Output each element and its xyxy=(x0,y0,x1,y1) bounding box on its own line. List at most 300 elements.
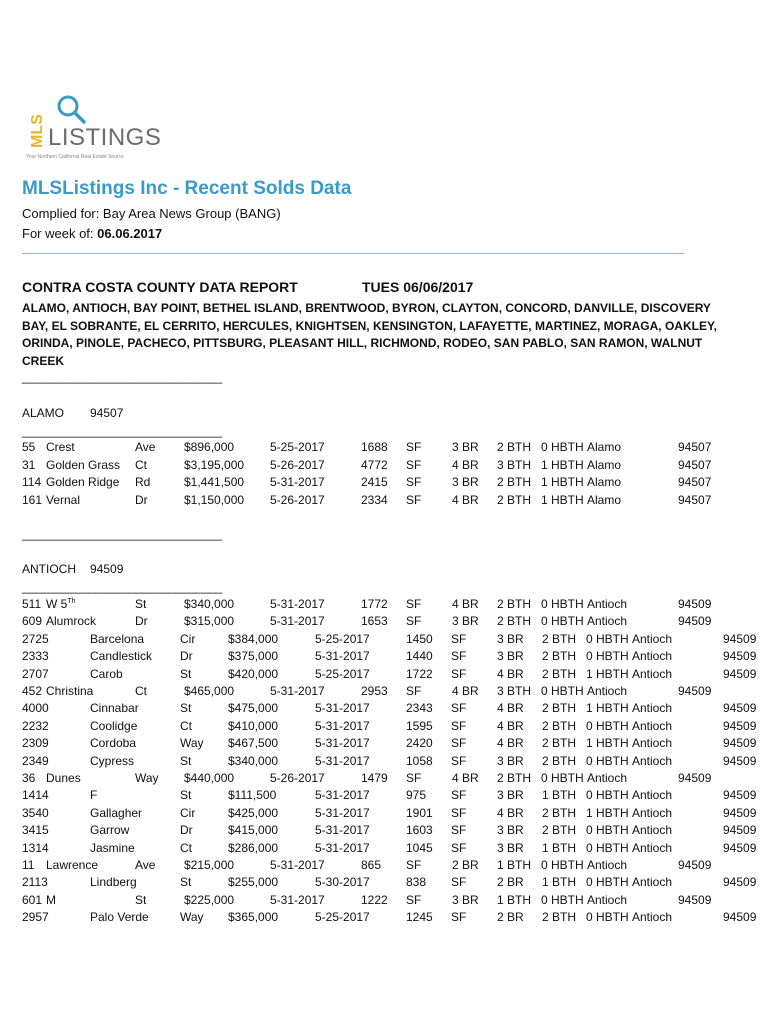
listing-date: 5-31-2017 xyxy=(270,475,325,490)
listing-kind: SF xyxy=(451,666,467,681)
listing-hbth: 0 HBTH xyxy=(541,858,584,872)
listing-city: Antioch xyxy=(632,666,673,681)
listing-date: 5-31-2017 xyxy=(315,840,370,855)
listing-num: 2707 xyxy=(22,666,49,681)
mlslistings-logo xyxy=(22,92,162,164)
listing-bth: 1 BTH xyxy=(542,875,577,890)
listing-type: St xyxy=(135,892,147,907)
section-heading xyxy=(22,562,124,576)
listing-bth: 2 BTH xyxy=(497,614,532,629)
listing-city: Antioch xyxy=(587,858,628,872)
listing-sqft: 4772 xyxy=(361,457,388,472)
listing-bth: 2 BTH xyxy=(542,736,577,751)
listing-num: 55 xyxy=(22,440,36,454)
listing-city: Antioch xyxy=(632,788,673,803)
week-label: For week of: xyxy=(22,226,98,241)
page-title: MLSListings Inc - Recent Solds Data xyxy=(22,178,352,199)
listing-br: 4 BR xyxy=(497,701,524,716)
report-date: TUES 06/06/2017 xyxy=(362,279,474,295)
listing-street: Candlestick xyxy=(90,649,153,664)
listing-type: Ct xyxy=(180,840,192,855)
listing-br: 2 BR xyxy=(497,875,524,890)
listing-num: 2309 xyxy=(22,736,49,751)
listing-sqft: 2334 xyxy=(361,493,388,508)
listing-zip: 94509 xyxy=(723,736,757,751)
listing-price: $467,500 xyxy=(228,736,279,751)
listing-kind: SF xyxy=(451,701,467,716)
listing-date: 5-25-2017 xyxy=(315,910,370,925)
listing-num: 31 xyxy=(22,457,36,472)
listing-br: 4 BR xyxy=(497,805,524,820)
listing-street: Alumrock xyxy=(46,614,97,629)
listing-sqft: 2953 xyxy=(361,684,388,698)
listing-sqft: 2343 xyxy=(406,701,433,716)
listing-num: 609 xyxy=(22,614,43,629)
listing-kind: SF xyxy=(451,805,467,820)
listing-bth: 2 BTH xyxy=(497,475,532,490)
listing-num: 114 xyxy=(22,475,42,490)
listing-date: 5-31-2017 xyxy=(315,805,370,820)
listing-bth: 2 BTH xyxy=(542,701,577,716)
listing-bth: 2 BTH xyxy=(542,666,577,681)
listing-kind: SF xyxy=(406,771,422,785)
listing-br: 2 BR xyxy=(497,910,524,925)
svg-text:MLS: MLS xyxy=(29,114,46,148)
listing-type: Cir xyxy=(180,631,196,646)
listing-street: Lindberg xyxy=(90,875,137,890)
listing-type: Dr xyxy=(180,649,193,664)
listing-sqft: 1603 xyxy=(406,823,433,838)
listing-sqft: 1440 xyxy=(406,649,433,664)
listing-date: 5-26-2017 xyxy=(270,457,325,472)
listing-kind: SF xyxy=(406,493,422,508)
listing-kind: SF xyxy=(406,892,422,907)
listing-zip: 94507 xyxy=(678,440,712,454)
listing-num: 452 xyxy=(22,684,43,698)
listing-sqft: 2420 xyxy=(406,736,433,751)
report-title: CONTRA COSTA COUNTY DATA REPORT xyxy=(22,279,298,295)
listing-city: Antioch xyxy=(632,875,673,890)
listing-zip: 94509 xyxy=(723,805,757,820)
listing-sqft: 1245 xyxy=(406,910,433,925)
listing-kind: SF xyxy=(451,823,467,838)
listing-hbth: 1 HBTH xyxy=(586,666,629,681)
listing-price: $286,000 xyxy=(228,840,279,855)
listing-date: 5-31-2017 xyxy=(315,701,370,716)
listing-hbth: 0 HBTH xyxy=(586,840,629,855)
listing-street: Palo Verde xyxy=(90,910,149,925)
listing-price: $225,000 xyxy=(184,892,235,907)
listing-price: $384,000 xyxy=(228,631,279,646)
listing-city: Alamo xyxy=(587,475,622,490)
listing-street: Golden Ridge xyxy=(46,475,120,490)
listing-price: $375,000 xyxy=(228,649,279,664)
listing-street: Dunes xyxy=(46,771,81,785)
listing-bth: 2 BTH xyxy=(542,718,577,733)
listing-date: 5-31-2017 xyxy=(270,858,325,872)
listing-price: $415,000 xyxy=(228,823,279,838)
listing-city: Antioch xyxy=(632,736,673,751)
listing-zip: 94509 xyxy=(723,631,757,646)
section-city: ALAMO xyxy=(22,406,65,420)
listing-sqft: 1653 xyxy=(361,614,388,629)
listing-sqft: 865 xyxy=(361,858,382,872)
listing-br: 4 BR xyxy=(497,718,524,733)
listing-bth: 2 BTH xyxy=(497,440,532,454)
listing-price: $255,000 xyxy=(228,875,279,890)
listing-zip: 94507 xyxy=(678,457,712,472)
listing-hbth: 0 HBTH xyxy=(586,823,629,838)
listing-street: Gallagher xyxy=(90,805,143,820)
listing-date: 5-25-2017 xyxy=(315,666,370,681)
listing-city: Antioch xyxy=(632,701,673,716)
listing-zip: 94509 xyxy=(723,823,757,838)
listing-kind: SF xyxy=(451,736,467,751)
listing-date: 5-31-2017 xyxy=(270,684,325,698)
listing-num: 2957 xyxy=(22,910,49,925)
listing-kind: SF xyxy=(451,840,467,855)
listing-price: $111,500 xyxy=(228,788,277,803)
listing-price: $425,000 xyxy=(228,805,279,820)
listing-price: $315,000 xyxy=(184,614,235,629)
listing-bth: 2 BTH xyxy=(497,597,532,611)
listing-num: 511 xyxy=(22,597,42,611)
section-heading xyxy=(22,406,124,420)
listing-street: Coolidge xyxy=(90,718,138,733)
listing-zip: 94509 xyxy=(723,666,757,681)
listing-type: Dr xyxy=(135,493,148,508)
listing-date: 5-31-2017 xyxy=(270,597,325,611)
listing-zip: 94509 xyxy=(678,614,712,629)
listing-kind: SF xyxy=(451,649,467,664)
listing-kind: SF xyxy=(451,631,467,646)
listing-type: St xyxy=(180,701,192,716)
listing-city: Antioch xyxy=(632,718,673,733)
city-list: ALAMO, ANTIOCH, BAY POINT, BETHEL ISLAND, BRENTWOOD, BYRON, CLAYTON, CONCORD, DANVILLE, DISCOVERY BAY, EL SOBRANTE, EL CERRITO, HERCULES, KNIGHTSEN, KENSINGTON, LAFAYETTE, MARTINEZ, MORAGA, OAKLEY, ORINDA, PINOLE, PACHECO, PITTSBURG, PLEASANT HILL, RICHMOND, RODEO, SAN PABLO, SAN RAMON, WALNUT CREEK xyxy=(22,301,717,368)
listing-type: Way xyxy=(180,910,204,925)
listing-street: Golden Grass xyxy=(46,457,121,472)
listing-hbth: 1 HBTH xyxy=(586,701,629,716)
listing-hbth: 0 HBTH xyxy=(586,718,629,733)
listing-type: St xyxy=(180,753,192,768)
listing-date: 5-31-2017 xyxy=(315,736,370,751)
listing-hbth: 0 HBTH xyxy=(541,892,584,907)
listing-price: $475,000 xyxy=(228,701,279,716)
listing-bth: 2 BTH xyxy=(542,631,577,646)
listing-street: Jasmine xyxy=(90,840,135,855)
section-rule: ______________________________ xyxy=(22,580,223,594)
listing-kind: SF xyxy=(451,718,467,733)
listing-zip: 94509 xyxy=(678,597,712,611)
listing-kind: SF xyxy=(406,457,422,472)
listing-price: $440,000 xyxy=(184,771,235,785)
listing-sqft: 1450 xyxy=(406,631,433,646)
listing-price: $3,195,000 xyxy=(184,457,245,472)
listing-date: 5-26-2017 xyxy=(270,771,325,785)
listing-hbth: 0 HBTH xyxy=(586,649,629,664)
listing-hbth: 0 HBTH xyxy=(586,910,629,925)
listing-hbth: 0 HBTH xyxy=(586,788,629,803)
listing-street: Vernal xyxy=(46,493,81,508)
listing-br: 3 BR xyxy=(497,823,524,838)
section-rule: ______________________________ xyxy=(22,424,223,438)
listing-city: Antioch xyxy=(632,840,673,855)
logo-tagline: Your Northern California Real Estate Source xyxy=(26,154,124,160)
listing-city: Antioch xyxy=(587,684,628,698)
section-zip: 94509 xyxy=(90,562,124,576)
section-rule: ______________________________ xyxy=(22,370,223,384)
listing-type: Rd xyxy=(135,475,151,490)
section-rule: ______________________________ xyxy=(22,527,223,541)
listing-type: St xyxy=(135,597,147,611)
listing-zip: 94507 xyxy=(678,493,712,508)
listing-sqft: 1722 xyxy=(406,666,433,681)
listing-br: 2 BR xyxy=(452,858,479,872)
listing-hbth: 1 HBTH xyxy=(541,475,584,490)
listing-street: Christina xyxy=(46,684,94,698)
listing-street: Cypress xyxy=(90,753,135,768)
listing-bth: 2 BTH xyxy=(542,649,577,664)
listing-br: 4 BR xyxy=(497,666,524,681)
listing-hbth: 1 HBTH xyxy=(586,805,629,820)
listing-zip: 94509 xyxy=(723,788,757,803)
logo-mls-mark xyxy=(28,104,46,150)
listing-zip: 94509 xyxy=(723,910,757,925)
listing-hbth: 0 HBTH xyxy=(541,684,584,698)
listing-hbth: 0 HBTH xyxy=(586,753,629,768)
listing-city: Antioch xyxy=(632,805,673,820)
listing-kind: SF xyxy=(406,614,422,629)
listing-num: 2349 xyxy=(22,753,49,768)
header-divider xyxy=(22,253,684,254)
listing-hbth: 0 HBTH xyxy=(541,614,584,629)
listing-type: St xyxy=(180,875,192,890)
listing-street: M xyxy=(46,892,56,907)
listing-date: 5-31-2017 xyxy=(315,823,370,838)
listing-bth: 3 BTH xyxy=(497,457,532,472)
listing-br: 3 BR xyxy=(497,788,524,803)
listing-type: St xyxy=(180,666,192,681)
listing-kind: SF xyxy=(451,753,467,768)
listing-type: Ct xyxy=(135,684,147,698)
listing-kind: SF xyxy=(406,597,422,611)
listing-num: 2333 xyxy=(22,649,49,664)
listing-bth: 3 BTH xyxy=(497,684,532,698)
listing-bth: 2 BTH xyxy=(542,753,577,768)
listing-price: $1,441,500 xyxy=(184,475,245,490)
week-value: 06.06.2017 xyxy=(97,226,163,241)
listing-hbth: 1 HBTH xyxy=(541,493,584,508)
listing-br: 3 BR xyxy=(452,892,479,907)
listing-city: Antioch xyxy=(587,597,628,611)
listing-sqft: 1045 xyxy=(406,840,433,855)
listing-zip: 94509 xyxy=(678,684,712,698)
listing-kind: SF xyxy=(406,684,422,698)
listing-street: Cinnabar xyxy=(90,701,139,716)
listing-sqft: 1058 xyxy=(406,753,433,768)
listing-type: St xyxy=(180,788,192,803)
listing-sqft: 1772 xyxy=(361,597,388,611)
listing-street: Carob xyxy=(90,666,123,681)
listing-city: Alamo xyxy=(587,493,622,508)
listing-br: 4 BR xyxy=(452,684,479,698)
listing-bth: 2 BTH xyxy=(497,771,532,785)
listing-street: W 5Th xyxy=(46,597,76,611)
listing-date: 5-25-2017 xyxy=(270,440,325,454)
listing-sqft: 838 xyxy=(406,875,427,890)
listing-br: 4 BR xyxy=(452,493,479,508)
listing-price: $420,000 xyxy=(228,666,279,681)
listing-bth: 1 BTH xyxy=(542,788,577,803)
listing-num: 601 xyxy=(22,892,43,907)
magnifier-icon xyxy=(44,92,100,128)
listing-zip: 94509 xyxy=(678,858,712,872)
listing-zip: 94509 xyxy=(723,875,757,890)
listing-br: 3 BR xyxy=(497,631,524,646)
listing-city: Antioch xyxy=(632,631,673,646)
listing-sqft: 1688 xyxy=(361,440,388,454)
listing-price: $1,150,000 xyxy=(184,493,245,508)
listing-city: Alamo xyxy=(587,440,622,454)
listing-price: $410,000 xyxy=(228,718,279,733)
listing-street: Crest xyxy=(46,440,75,454)
listing-kind: SF xyxy=(406,440,422,454)
listing-zip: 94509 xyxy=(723,701,757,716)
listing-num: 2232 xyxy=(22,718,49,733)
listing-type: Dr xyxy=(135,614,148,629)
listing-sqft: 2415 xyxy=(361,475,388,490)
listing-date: 5-31-2017 xyxy=(315,753,370,768)
listing-num: 2113 xyxy=(22,875,48,890)
listing-type: Ct xyxy=(135,457,147,472)
listing-price: $340,000 xyxy=(184,597,235,611)
listing-br: 3 BR xyxy=(452,440,479,454)
listing-br: 4 BR xyxy=(452,457,479,472)
listing-type: Ave xyxy=(135,440,156,454)
listing-kind: SF xyxy=(451,788,467,803)
listing-date: 5-31-2017 xyxy=(315,718,370,733)
listing-bth: 1 BTH xyxy=(497,858,532,872)
listing-type: Cir xyxy=(180,805,196,820)
listing-street: Cordoba xyxy=(90,736,137,751)
listing-num: 2725 xyxy=(22,631,49,646)
listing-date: 5-31-2017 xyxy=(315,649,370,664)
listing-type: Ave xyxy=(135,858,156,872)
logo-listings-text: LISTINGS xyxy=(48,124,162,151)
listing-type: Dr xyxy=(180,823,193,838)
listing-price: $215,000 xyxy=(184,858,235,872)
listing-type: Way xyxy=(135,771,159,785)
listing-street: F xyxy=(90,788,98,803)
listing-price: $896,000 xyxy=(184,440,235,454)
listing-zip: 94509 xyxy=(723,649,757,664)
compiled-for: Complied for: Bay Area News Group (BANG) xyxy=(22,206,281,221)
listing-bth: 2 BTH xyxy=(542,823,577,838)
listing-zip: 94509 xyxy=(723,840,757,855)
listing-br: 4 BR xyxy=(452,597,479,611)
listing-br: 3 BR xyxy=(497,840,524,855)
listing-num: 4000 xyxy=(22,701,49,716)
listing-num: 161 xyxy=(22,493,43,508)
listing-kind: SF xyxy=(451,910,467,925)
listing-bth: 1 BTH xyxy=(542,840,577,855)
listing-city: Antioch xyxy=(632,910,673,925)
listing-street: Garrow xyxy=(90,823,130,838)
listing-date: 5-31-2017 xyxy=(270,892,325,907)
listing-city: Antioch xyxy=(587,771,628,785)
listing-city: Antioch xyxy=(632,823,673,838)
listing-hbth: 0 HBTH xyxy=(541,597,584,611)
listing-sqft: 1479 xyxy=(361,771,388,785)
listing-br: 3 BR xyxy=(497,753,524,768)
section-zip: 94507 xyxy=(90,406,124,420)
listing-street: Barcelona xyxy=(90,631,145,646)
listing-bth: 2 BTH xyxy=(542,910,577,925)
listing-street: Lawrence xyxy=(46,858,99,872)
listing-zip: 94509 xyxy=(723,718,757,733)
listing-hbth: 1 HBTH xyxy=(586,736,629,751)
listing-num: 36 xyxy=(22,771,36,785)
listing-bth: 1 BTH xyxy=(497,892,532,907)
listing-bth: 2 BTH xyxy=(497,493,532,508)
listing-sqft: 1595 xyxy=(406,718,433,733)
listing-city: Antioch xyxy=(587,892,628,907)
listing-price: $340,000 xyxy=(228,753,279,768)
listing-zip: 94509 xyxy=(678,771,712,785)
listing-num: 1414 xyxy=(22,788,49,803)
listing-date: 5-30-2017 xyxy=(315,875,370,890)
listing-br: 4 BR xyxy=(452,771,479,785)
week-line xyxy=(22,226,162,241)
listing-num: 3540 xyxy=(22,805,49,820)
listing-br: 3 BR xyxy=(497,649,524,664)
listing-num: 1314 xyxy=(22,840,49,855)
listing-price: $365,000 xyxy=(228,910,279,925)
listing-date: 5-25-2017 xyxy=(315,631,370,646)
section-city: ANTIOCH xyxy=(22,562,76,576)
listing-sqft: 1222 xyxy=(361,892,388,907)
listing-date: 5-31-2017 xyxy=(270,614,325,629)
listing-sqft: 975 xyxy=(406,788,427,803)
listing-city: Antioch xyxy=(587,614,628,629)
listing-br: 3 BR xyxy=(452,614,479,629)
listing-hbth: 0 HBTH xyxy=(586,875,629,890)
listing-city: Antioch xyxy=(632,649,673,664)
listing-type: Way xyxy=(180,736,204,751)
listing-zip: 94507 xyxy=(678,475,712,490)
listing-num: 3415 xyxy=(22,823,49,838)
listing-zip: 94509 xyxy=(723,753,757,768)
listing-date: 5-31-2017 xyxy=(315,788,370,803)
listing-hbth: 0 HBTH xyxy=(541,771,584,785)
listing-br: 3 BR xyxy=(452,475,479,490)
listing-kind: SF xyxy=(451,875,467,890)
listing-bth: 2 BTH xyxy=(542,805,577,820)
listing-date: 5-26-2017 xyxy=(270,493,325,508)
listing-zip: 94509 xyxy=(678,892,712,907)
listing-city: Antioch xyxy=(632,753,673,768)
listing-num: 11 xyxy=(22,858,35,872)
listing-price: $465,000 xyxy=(184,684,235,698)
listing-city: Alamo xyxy=(587,457,622,472)
listing-type: Ct xyxy=(180,718,192,733)
listing-street-suffix: Th xyxy=(67,598,76,605)
listing-kind: SF xyxy=(406,858,422,872)
listing-sqft: 1901 xyxy=(406,805,433,820)
listing-br: 4 BR xyxy=(497,736,524,751)
listing-kind: SF xyxy=(406,475,422,490)
listing-hbth: 0 HBTH xyxy=(541,440,584,454)
